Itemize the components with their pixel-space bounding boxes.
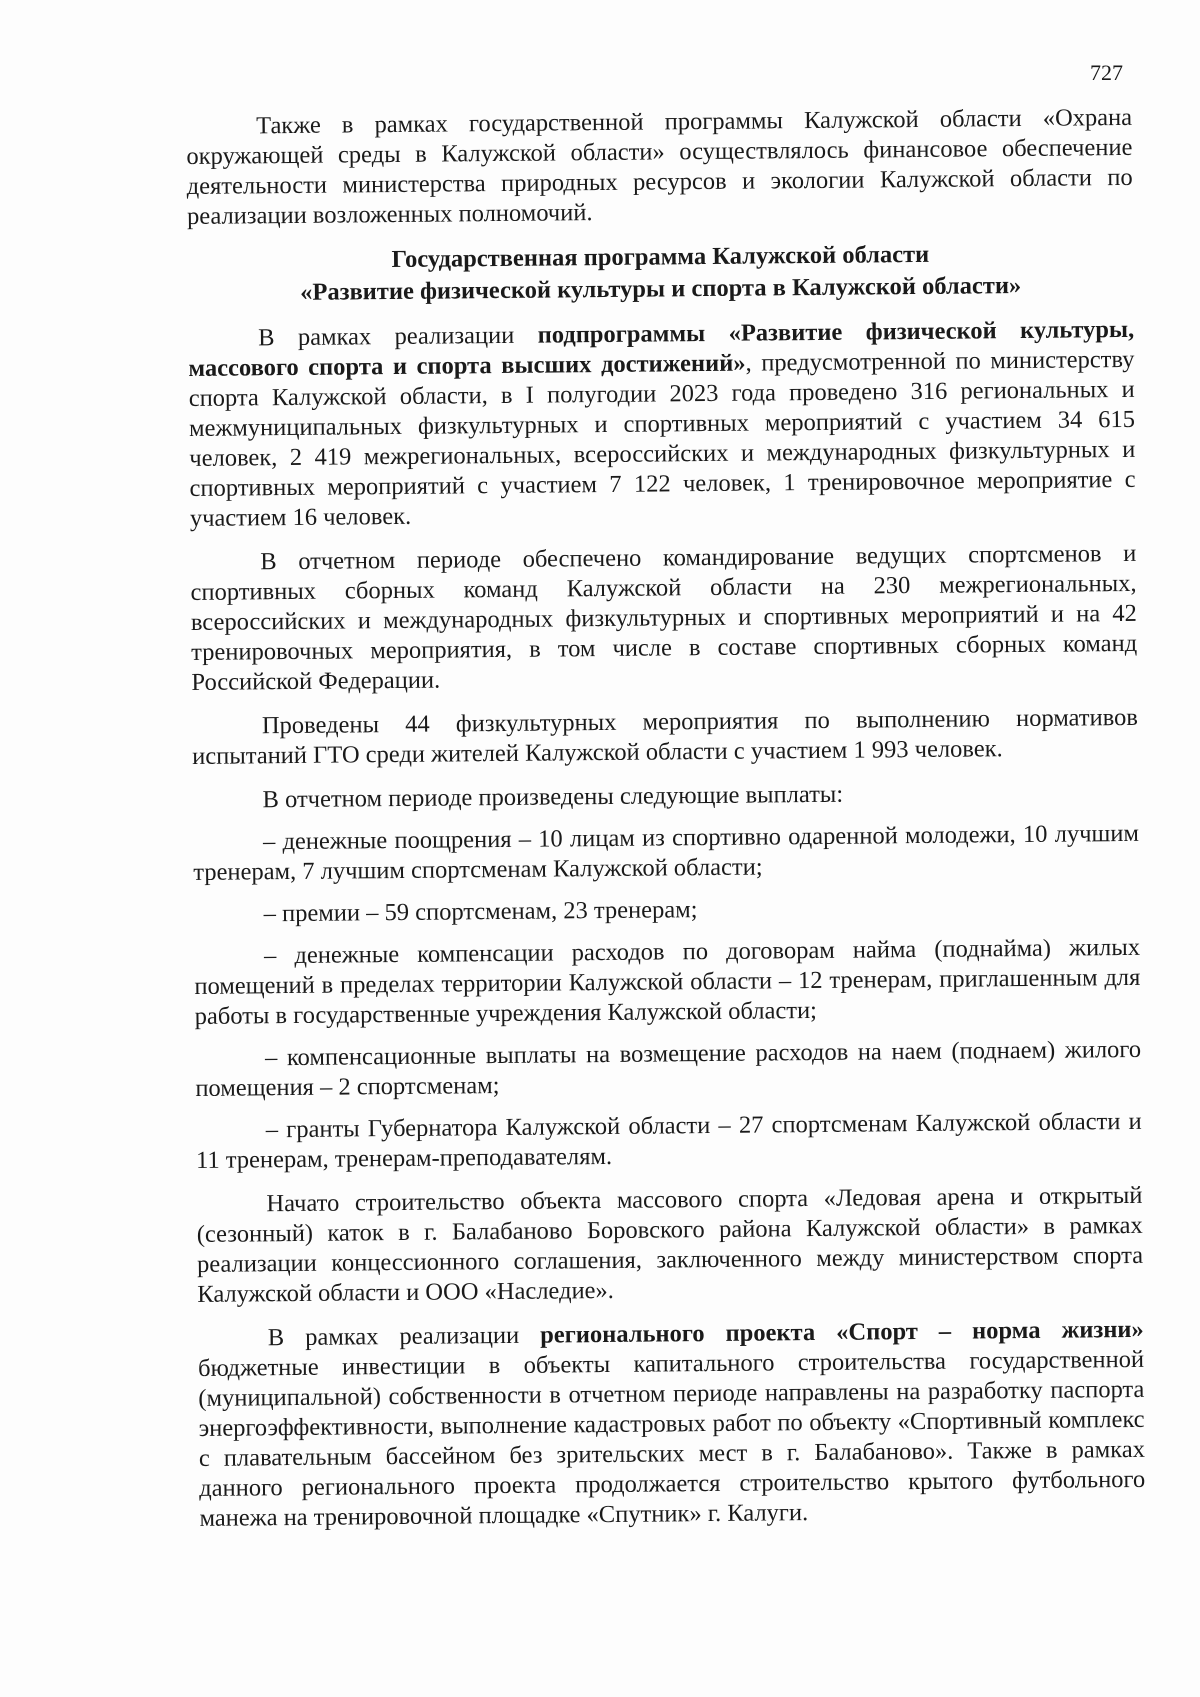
regional-project-paragraph — [198, 1315, 1146, 1534]
subprogram-text: , предусмотренной по министерству спорта Калужской области, в I полугодии 2023 года проведено 316 региональных и межмуниципальных физкультурных и спортивных мероприятий с участием 34 615 человек, 2 419 межрегиональных, всероссийских и международных физкультурных и спортивных мероприятий с участием 7 122 человек, 1 тренировочное мероприятие с участием 16 человек. — [188, 345, 1136, 532]
subprogram-title: подпрограммы «Развитие физической культуры, массового спорта и спорта высших достижений» — [188, 315, 1135, 382]
regional-project-lead: В рамках реализации — [267, 1321, 520, 1352]
delegation-paragraph: В отчетном периоде обеспечено командирование ведущих спортсменов и спортивных сборных команд Калужской области на 230 межрегиональных, всероссийских и международных физкультурных и спортивных мероприятий и на 42 тренировочных мероприятия, в том числе в составе спортивных сборных команд Российской Федерации. — [190, 539, 1138, 696]
ice-arena-paragraph: Начато строительство объекта массового спорта «Ледовая арена и открытый (сезонный) каток в г. Балабаново Боровского района Калужской области» в рамках реализации концессионного соглашения, заключенного между министерством спорта Калужской области и ООО «Наследие». — [196, 1181, 1144, 1308]
section-heading-line-1: Государственная программа Калужской области — [391, 240, 930, 274]
gto-paragraph: Проведены 44 физкультурных мероприятия по выполнению нормативов испытаний ГТО среди жителей Калужской области с участием 1 993 человек. — [192, 703, 1138, 770]
payment-item: – денежные поощрения – 10 лицам из спортивно одаренной молодежи, 10 лучшим тренерам, 7 лучшим спортсменам Калужской области; — [193, 819, 1140, 886]
subprogram-lead: В рамках реализации — [258, 321, 515, 352]
payment-item: – денежные компенсации расходов по договорам найма (поднайма) жилых помещений в пределах территории Калужской области – 12 тренерам, приглашенным для работы в государственные учреждения Калужской области; — [194, 933, 1141, 1030]
payments-intro: В отчетном периоде произведены следующие выплаты: — [262, 780, 844, 814]
subprogram-paragraph — [188, 315, 1136, 534]
regional-project-title: регионального проекта «Спорт – норма жизни» — [540, 1315, 1144, 1349]
payment-item: – премии – 59 спортсменам, 23 тренерам; — [263, 896, 698, 928]
section-heading — [187, 237, 1134, 310]
payment-item: – гранты Губернатора Калужской области – 27 спортсменам Калужской области и 11 тренерам, тренерам-преподавателям. — [195, 1107, 1142, 1174]
payment-item: – компенсационные выплаты на возмещение расходов на наем (поднаем) жилого помещения – 2 спортсменам; — [195, 1035, 1142, 1102]
intro-paragraph: Также в рамках государственной программы Калужской области «Охрана окружающей среды в Калужской области» осуществлялось финансовое обеспечение деятельности министерства природных ресурсов и экологии Калужской области по реализации возложенных полномочий. — [186, 103, 1133, 230]
section-heading-line-2: «Развитие физической культуры и спорта в Калужской области» — [300, 271, 1022, 306]
regional-project-text: бюджетные инвестиции в объекты капитального строительства государственной (муниципальной) собственности в отчетном периоде направлены на разработку паспорта энергоэффективности, выполнение кадастровых работ по объекту «Спортивный комплекс с плавательным бассейном без зрительских мест в г. Балабаново». Также в рамках данного регионального проекта продолжается строительство крытого футбольного манежа на тренировочной площадке «Спутник» г. Калуги. — [197, 1345, 1146, 1532]
document-body — [186, 103, 1146, 1548]
page-number: 727 — [1090, 60, 1123, 85]
